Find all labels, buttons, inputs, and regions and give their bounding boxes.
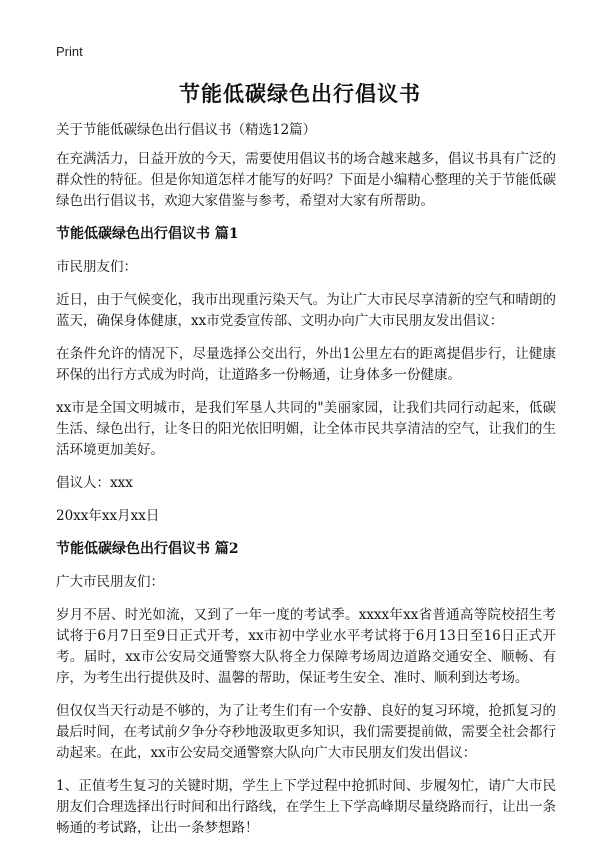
section-2-paragraph-2: 但仅仅当天行动是不够的，为了让考生们有一个安静、良好的复习环境，抢抓复习的最后时间，在考试前夕争分夺秒地汲取更多知识，我们需要提前做，需要全社会都行动起来。在此，xx市公安局交通警察大队向广大市民朋友们发出倡议： (56, 703, 556, 761)
section-1-paragraph-3: xx市是全国文明城市，是我们军垦人共同的"美丽家园，让我们共同行动起来，低碳生活、绿色出行，让冬日的阳光依旧明媚，让全体市民共享清洁的空气，让我们的生活环境更加美好。 (56, 400, 556, 458)
section-1-salutation: 市民朋友们： (56, 259, 137, 275)
intro-paragraph: 在充满活力，日益开放的今天，需要使用倡议书的场合越来越多，倡议书具有广泛的群众性的特征。但是你知道怎样才能写的好吗？下面是小编精心整理的关于节能低碳绿色出行倡议书，欢迎大家借鉴与参考，希望对大家有所帮助。 (56, 151, 556, 209)
section-1-date: 20xx年xx月xx日 (56, 508, 160, 524)
document-body (56, 120, 556, 851)
section-1-paragraph-2: 在条件允许的情况下，尽量选择公交出行，外出1公里左右的距离提倡步行，让健康环保的出行方式成为时尚，让道路多一份畅通，让身体多一份健康。 (56, 346, 556, 383)
document-subtitle: 关于节能低碳绿色出行倡议书（精选12篇） (56, 122, 317, 138)
section-1-paragraph-1: 近日，由于气候变化，我市出现重污染天气。为让广大市民尽享清新的空气和晴朗的蓝天，确保身体健康，xx市党委宣传部、文明办向广大市民朋友发出倡议： (56, 292, 556, 329)
section-2-paragraph-1: 岁月不居、时光如流，又到了一年一度的考试季。xxxx年xx省普通高等院校招生考试将于6月7日至9日正式开考，xx市初中学业水平考试将于6月13日至16日正式开考。届时，xx市公安局交通警察大队将全力保障考场周边道路交通安全、顺畅、有序，为考生出行提供及时、温馨的帮助，保证考生安全、准时、顺利到达考场。 (56, 607, 556, 686)
print-link[interactable]: Print (56, 44, 83, 59)
section-2-paragraph-3: 1、正值考生复习的关键时期，学生上下学过程中抢抓时间、步履匆忙，请广大市民朋友们合理选择出行时间和出行路线，在学生上下学高峰期尽量绕路而行，让出一条畅通的考试路，让出一条梦想路！ (56, 778, 556, 836)
section-heading-1: 节能低碳绿色出行倡议书 篇1 (56, 226, 239, 242)
document-title: 节能低碳绿色出行倡议书 (179, 81, 421, 106)
section-heading-2: 节能低碳绿色出行倡议书 篇2 (56, 541, 239, 557)
section-1-signer: 倡议人：xxx (56, 475, 133, 491)
section-2-salutation: 广大市民朋友们： (56, 574, 164, 590)
